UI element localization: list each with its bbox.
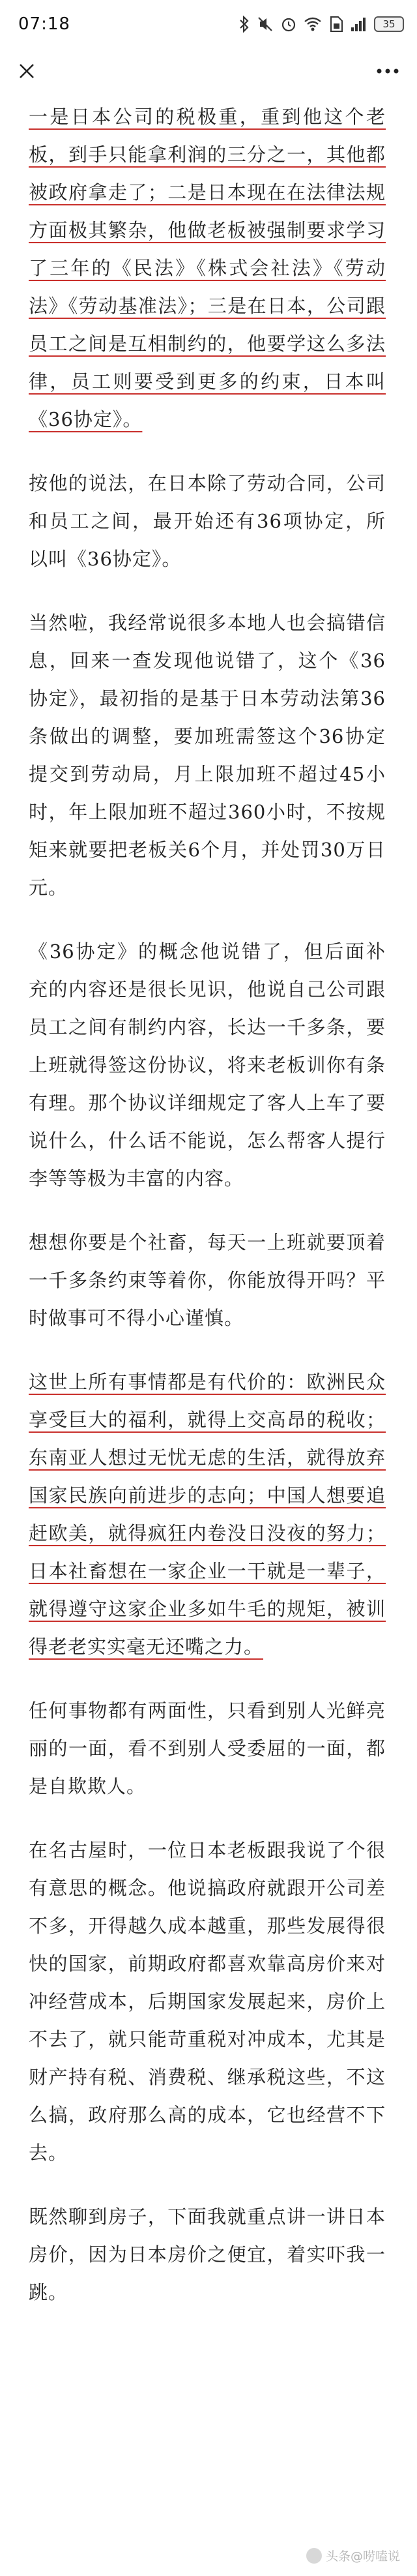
highlighted-text: 一是日本公司的税极重，重到他这个老板，到手只能拿利润的三分之一，其他都被政府拿走了；二是日本现在在法律法规方面极其繁杂，他做老板被强制要求学习了三年的《民法》《株式会社法》《劳动法》《劳动基准法》；三是在日本，公司跟员工之间是互相制约的，他要学这么多法律，员工则要受到更多的约束，日本叫《36协定》。 [29,106,386,430]
close-icon [18,63,35,80]
status-icons [238,14,404,34]
status-time: 07:18 [18,14,70,34]
sim-icon [328,16,344,33]
more-icon [377,68,399,74]
article-paragraph [29,1363,386,1666]
close-button[interactable] [12,56,42,86]
watermark-logo [306,2548,322,2564]
paragraph-text: 《36协定》的概念他说错了，但后面补充的内容还是很长见识，他说自己公司跟员工之间有制约内容，长达一千多条，要上班就得签这份协议，将来老板训你有条有理。那个协议详细规定了客人上车了要说什么，什么话不能说，怎么帮客人提行李等等极为丰富的内容。 [29,940,386,1190]
article-paragraph [29,604,386,906]
paragraph-text: 在名古屋时，一位日本老板跟我说了个很有意思的概念。他说搞政府就跟开公司差不多，开得越久成本越重，那些发展得很快的国家，前期政府都喜欢靠高房价来对冲经营成本，后期国家发展起来，房价上不去了，就只能苛重税对冲成本，尤其是财产持有税、消费税、继承税这些，不这么搞，政府那么高的成本，它也经营不下去。 [29,1839,386,2164]
paragraph-text: 想想你要是个社畜，每天一上班就要顶着一千多条约束等着你，你能放得开吗？平时做事可不得小心谨慎。 [29,1231,386,1329]
highlighted-text: 这世上所有事情都是有代价的：欧洲民众享受巨大的福利，就得上交高昂的税收；东南亚人想过无忧无虑的生活，就得放弃国家民族向前进步的志向；中国人想要追赶欧美，就得疯狂内卷没日没夜的努力；日本社畜想在一家企业一干就是一辈子，就得遵守这家企业多如牛毛的规矩，被训得老老实实毫无还嘴之力。 [29,1371,386,1658]
article-paragraph [29,2198,386,2311]
article-paragraph [29,1692,386,1805]
wifi-icon [304,16,322,32]
watermark-text: 头条@唠嗑说 [325,2549,400,2564]
article-paragraph [29,98,386,438]
paragraph-text: 按他的说法，在日本除了劳动合同，公司和员工之间，最开始还有36项协定，所以叫《36协定》。 [29,472,386,570]
article-paragraph [29,1831,386,2172]
article-body [29,98,386,2337]
mute-icon [257,16,274,33]
nav-bar [0,47,417,95]
battery-icon: 35 [374,16,404,32]
watermark [306,2547,400,2564]
article-paragraph [29,464,386,578]
more-button[interactable] [373,56,403,86]
paragraph-text: 任何事物都有两面性，只看到别人光鲜亮丽的一面，看不到别人受委屈的一面，都是自欺欺人。 [29,1700,386,1797]
status-bar [0,0,417,47]
alarm-icon [280,16,297,33]
article-paragraph [29,1223,386,1337]
article-paragraph [29,933,386,1197]
paragraph-text: 当然啦，我经常说很多本地人也会搞错信息，回来一查发现他说错了，这个《36协定》，最初指的是基于日本劳动法第36条做出的调整，要加班需签这个36协定提交到劳动局，月上限加班不超过45小时，年上限加班不超过360小时，不按规矩来就要把老板关6个月，并处罚30万日元。 [29,612,386,899]
paragraph-text: 既然聊到房子，下面我就重点讲一讲日本房价，因为日本房价之便宜，着实吓我一跳。 [29,2206,386,2303]
signal-icon [351,16,367,32]
bluetooth-icon [238,16,250,33]
